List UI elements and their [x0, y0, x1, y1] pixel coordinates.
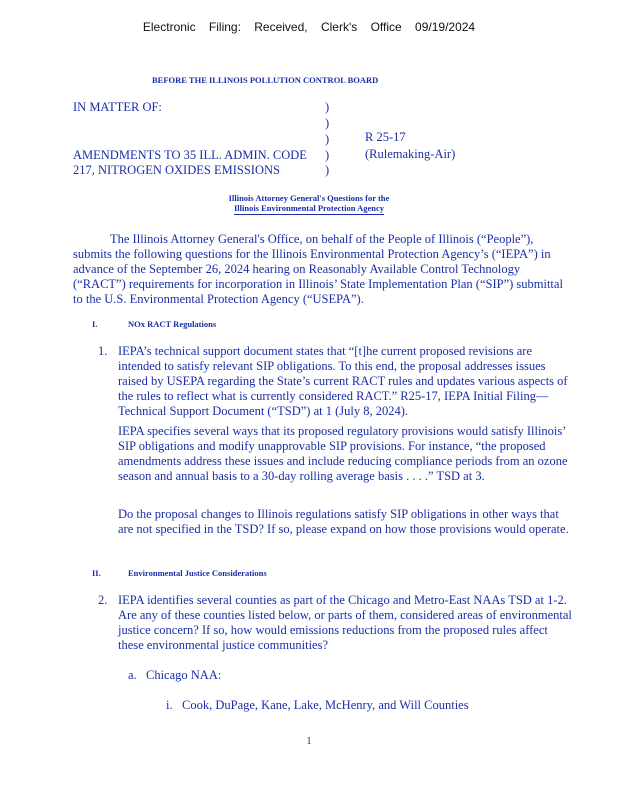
- question-2-paragraph: IEPA identifies several counties as part of the Chicago and Metro-East NAAs TSD at 1-2. Are any of these counties listed below, or parts of them, considered areas of environmental justice concern? If so, how would emissions reductions from the proposed rules affect these environmental justice communities?: [118, 593, 572, 652]
- question-number: 1.: [98, 344, 108, 358]
- sub-item-chicago-naa: Chicago NAA:: [146, 668, 222, 682]
- question-number: 2.: [98, 593, 108, 607]
- caption-paren: ): [325, 100, 330, 114]
- question-1-paragraph-2: IEPA specifies several ways that its proposed regulatory provisions would satisfy Illinois’ SIP obligations and modify unapprovable SIP provisions. For instance, “the proposed amendments address these issues and include reducing compliance periods from an ozone season and annual basis to a 30-day rolling average basis . . . .” TSD at 3.: [118, 424, 568, 483]
- intro-paragraph: The Illinois Attorney General's Office, on behalf of the People of Illinois (“People”), submits the following questions for the Illinois Environmental Protection Agency’s (“IEPA”) in advance of the September 26, 2024 hearing on Reasonably Available Control Technology (“RACT”) requirements for incorporation in Illinois’ State Implementation Plan (“SIP”) submittal to the U.S. Environmental Protection Agency (“USEPA”).: [73, 232, 563, 306]
- amendments-line-1: AMENDMENTS TO 35 ILL. ADMIN. CODE: [73, 148, 307, 162]
- section-title: Environmental Justice Considerations: [128, 568, 267, 578]
- page-number: 1: [306, 735, 312, 747]
- caption-paren: ): [325, 116, 330, 130]
- question-1-paragraph-1: IEPA’s technical support document states that “[t]he current proposed revisions are intended to satisfy relevant SIP obligations. To this end, the proposal addresses issues raised by USEPA regarding the State’s current RACT rules and updates various aspects of the rules to reflect what is currently considered RACT.” R25-17, IEPA Initial Filing—Technical Support Document (“TSD”) at 1 (July 8, 2024).: [118, 344, 568, 418]
- sub-sub-item-counties: Cook, DuPage, Kane, Lake, McHenry, and Will Counties: [182, 698, 469, 712]
- caption-paren: ): [325, 132, 330, 146]
- docket-number: R 25-17: [365, 130, 406, 144]
- question-1-paragraph-3: Do the proposal changes to Illinois regulations satisfy SIP obligations in other ways that are not specified in the TSD? If so, please expand on how those provisions would operate.: [118, 507, 569, 536]
- sub-sub-item-label: i.: [166, 698, 173, 712]
- rulemaking-type: (Rulemaking-Air): [365, 147, 456, 161]
- document-title: [0, 193, 618, 215]
- in-matter-label: IN MATTER OF:: [73, 100, 162, 114]
- caption-paren: ): [325, 163, 330, 177]
- filing-stamp: Electronic Filing: Received, Clerk's Office 09/19/2024: [142, 20, 476, 34]
- board-heading: BEFORE THE ILLINOIS POLLUTION CONTROL BOARD: [152, 75, 379, 85]
- section-title: NOx RACT Regulations: [128, 319, 217, 329]
- section-number: I.: [92, 319, 98, 329]
- caption-paren: ): [325, 148, 330, 162]
- amendments-line-2: 217, NITROGEN OXIDES EMISSIONS: [73, 163, 280, 177]
- title-line-2: Illinois Environmental Protection Agency: [233, 203, 385, 213]
- section-number: II.: [92, 568, 101, 578]
- title-line-1: Illinois Attorney General's Questions for the: [228, 193, 390, 203]
- sub-item-label: a.: [128, 668, 137, 682]
